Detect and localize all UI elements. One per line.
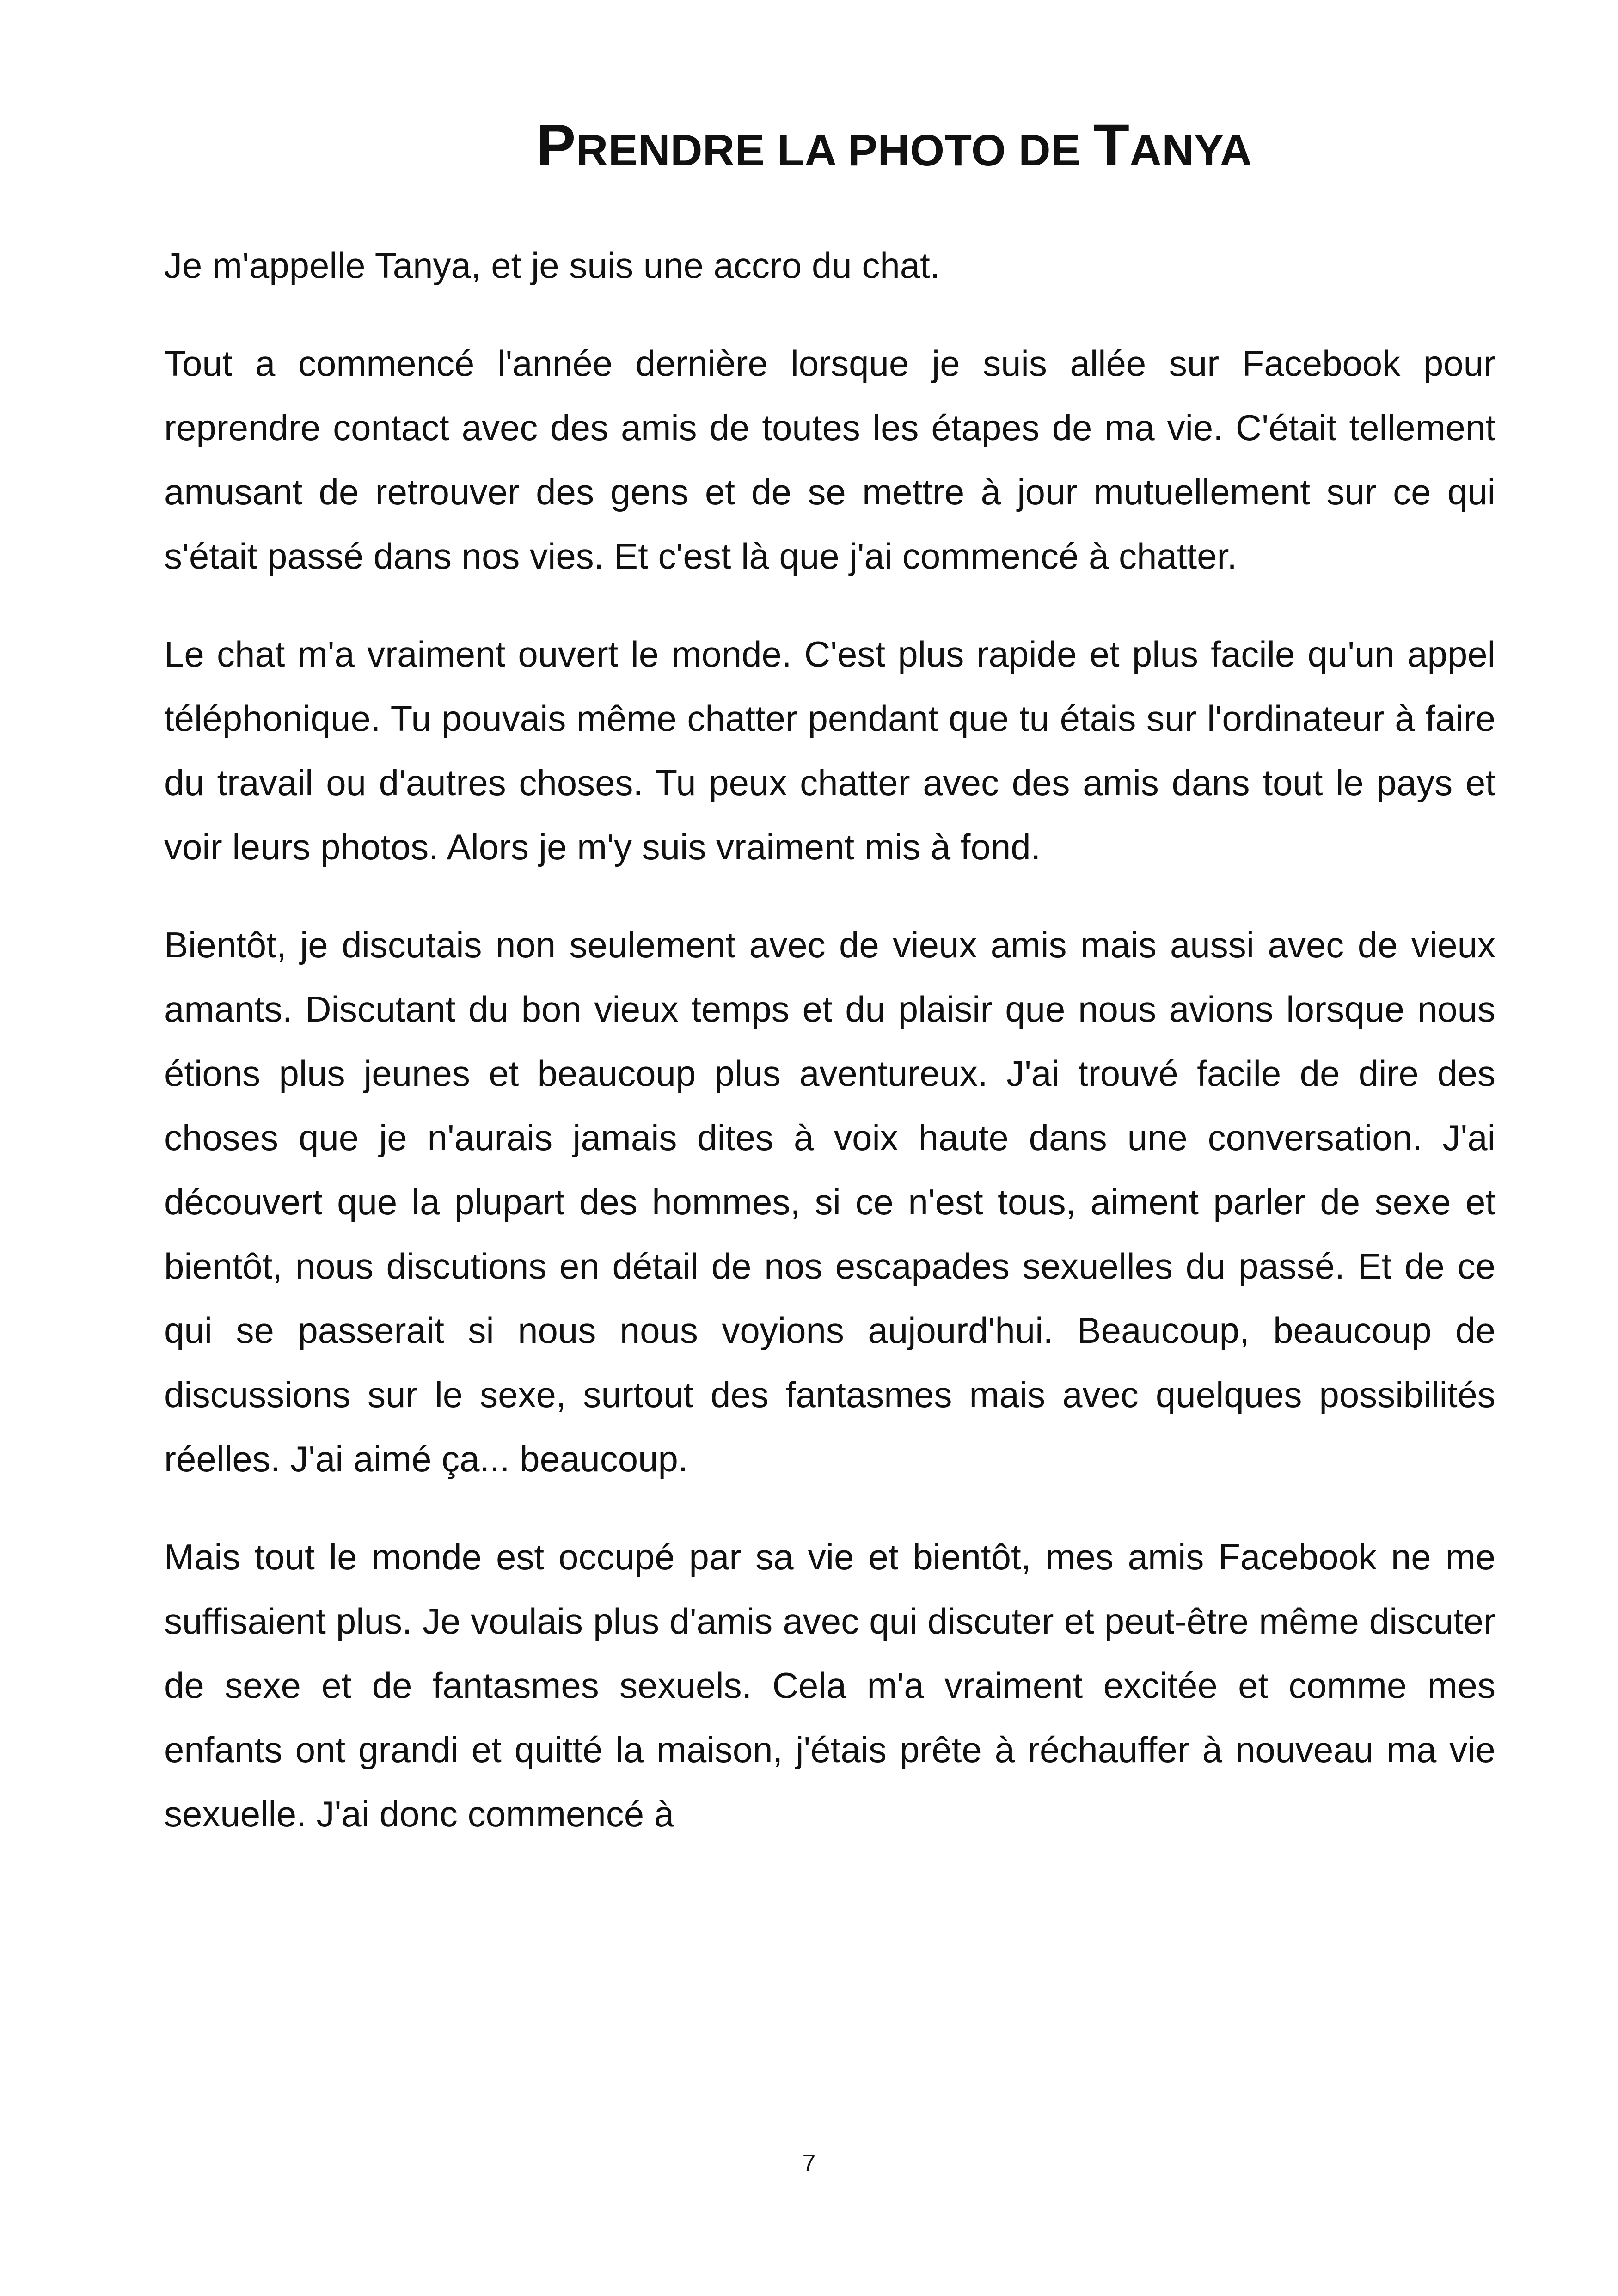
paragraph: Tout a commencé l'année dernière lorsque je suis allée sur Facebook pour reprendre contact avec des amis de toutes les étapes de ma vie. C'était tellement amusant de retrouver des gens et de se mettre à jour mutuellement sur ce qui s'était passé dans nos vies. Et c'est là que j'ai commencé à chatter. <box>164 343 1495 576</box>
chapter-title <box>536 112 1368 181</box>
title-text-part: RENDRE LA PHOTO DE <box>576 126 1093 175</box>
paragraph: Mais tout le monde est occupé par sa vie et bientôt, mes amis Facebook ne me suffisaient plus. Je voulais plus d'amis avec qui discuter et peut-être même discuter de sexe et de fantasmes sexuels. Cela m'a vraiment excitée et comme mes enfants ont grandi et quitté la maison, j'étais prête à réchauffer à nouveau ma vie sexuelle. J'ai donc commencé à <box>164 1537 1495 1834</box>
paragraph: Le chat m'a vraiment ouvert le monde. C'est plus rapide et plus facile qu'un appel téléphonique. Tu pouvais même chatter pendant que tu étais sur l'ordinateur à faire du travail ou d'autres choses. Tu peux chatter avec des amis dans tout le pays et voir leurs photos. Alors je m'y suis vraiment mis à fond. <box>164 634 1495 867</box>
paragraph: Bientôt, je discutais non seulement avec de vieux amis mais aussi avec de vieux amants. Discutant du bon vieux temps et du plaisir que nous avions lorsque nous étions plus jeunes et beaucoup plus aventureux. J'ai trouvé facile de dire des choses que je n'aurais jamais dites à voix haute dans une conversation. J'ai découvert que la plupart des hommes, si ce n'est tous, aiment parler de sexe et bientôt, nous discutions en détail de nos escapades sexuelles du passé. Et de ce qui se passerait si nous nous voyions aujourd'hui. Beaucoup, beaucoup de discussions sur le sexe, surtout des fantasmes mais avec quelques possibilités réelles. J'ai aimé ça... beaucoup. <box>164 925 1495 1479</box>
body-text <box>164 233 1495 1880</box>
page-number: 7 <box>802 2150 816 2177</box>
title-text-part: ANYA <box>1129 126 1252 175</box>
paragraph: Je m'appelle Tanya, et je suis une accro du chat. <box>164 245 940 286</box>
title-initial-cap: P <box>536 112 576 178</box>
title-initial-cap: T <box>1093 112 1130 178</box>
